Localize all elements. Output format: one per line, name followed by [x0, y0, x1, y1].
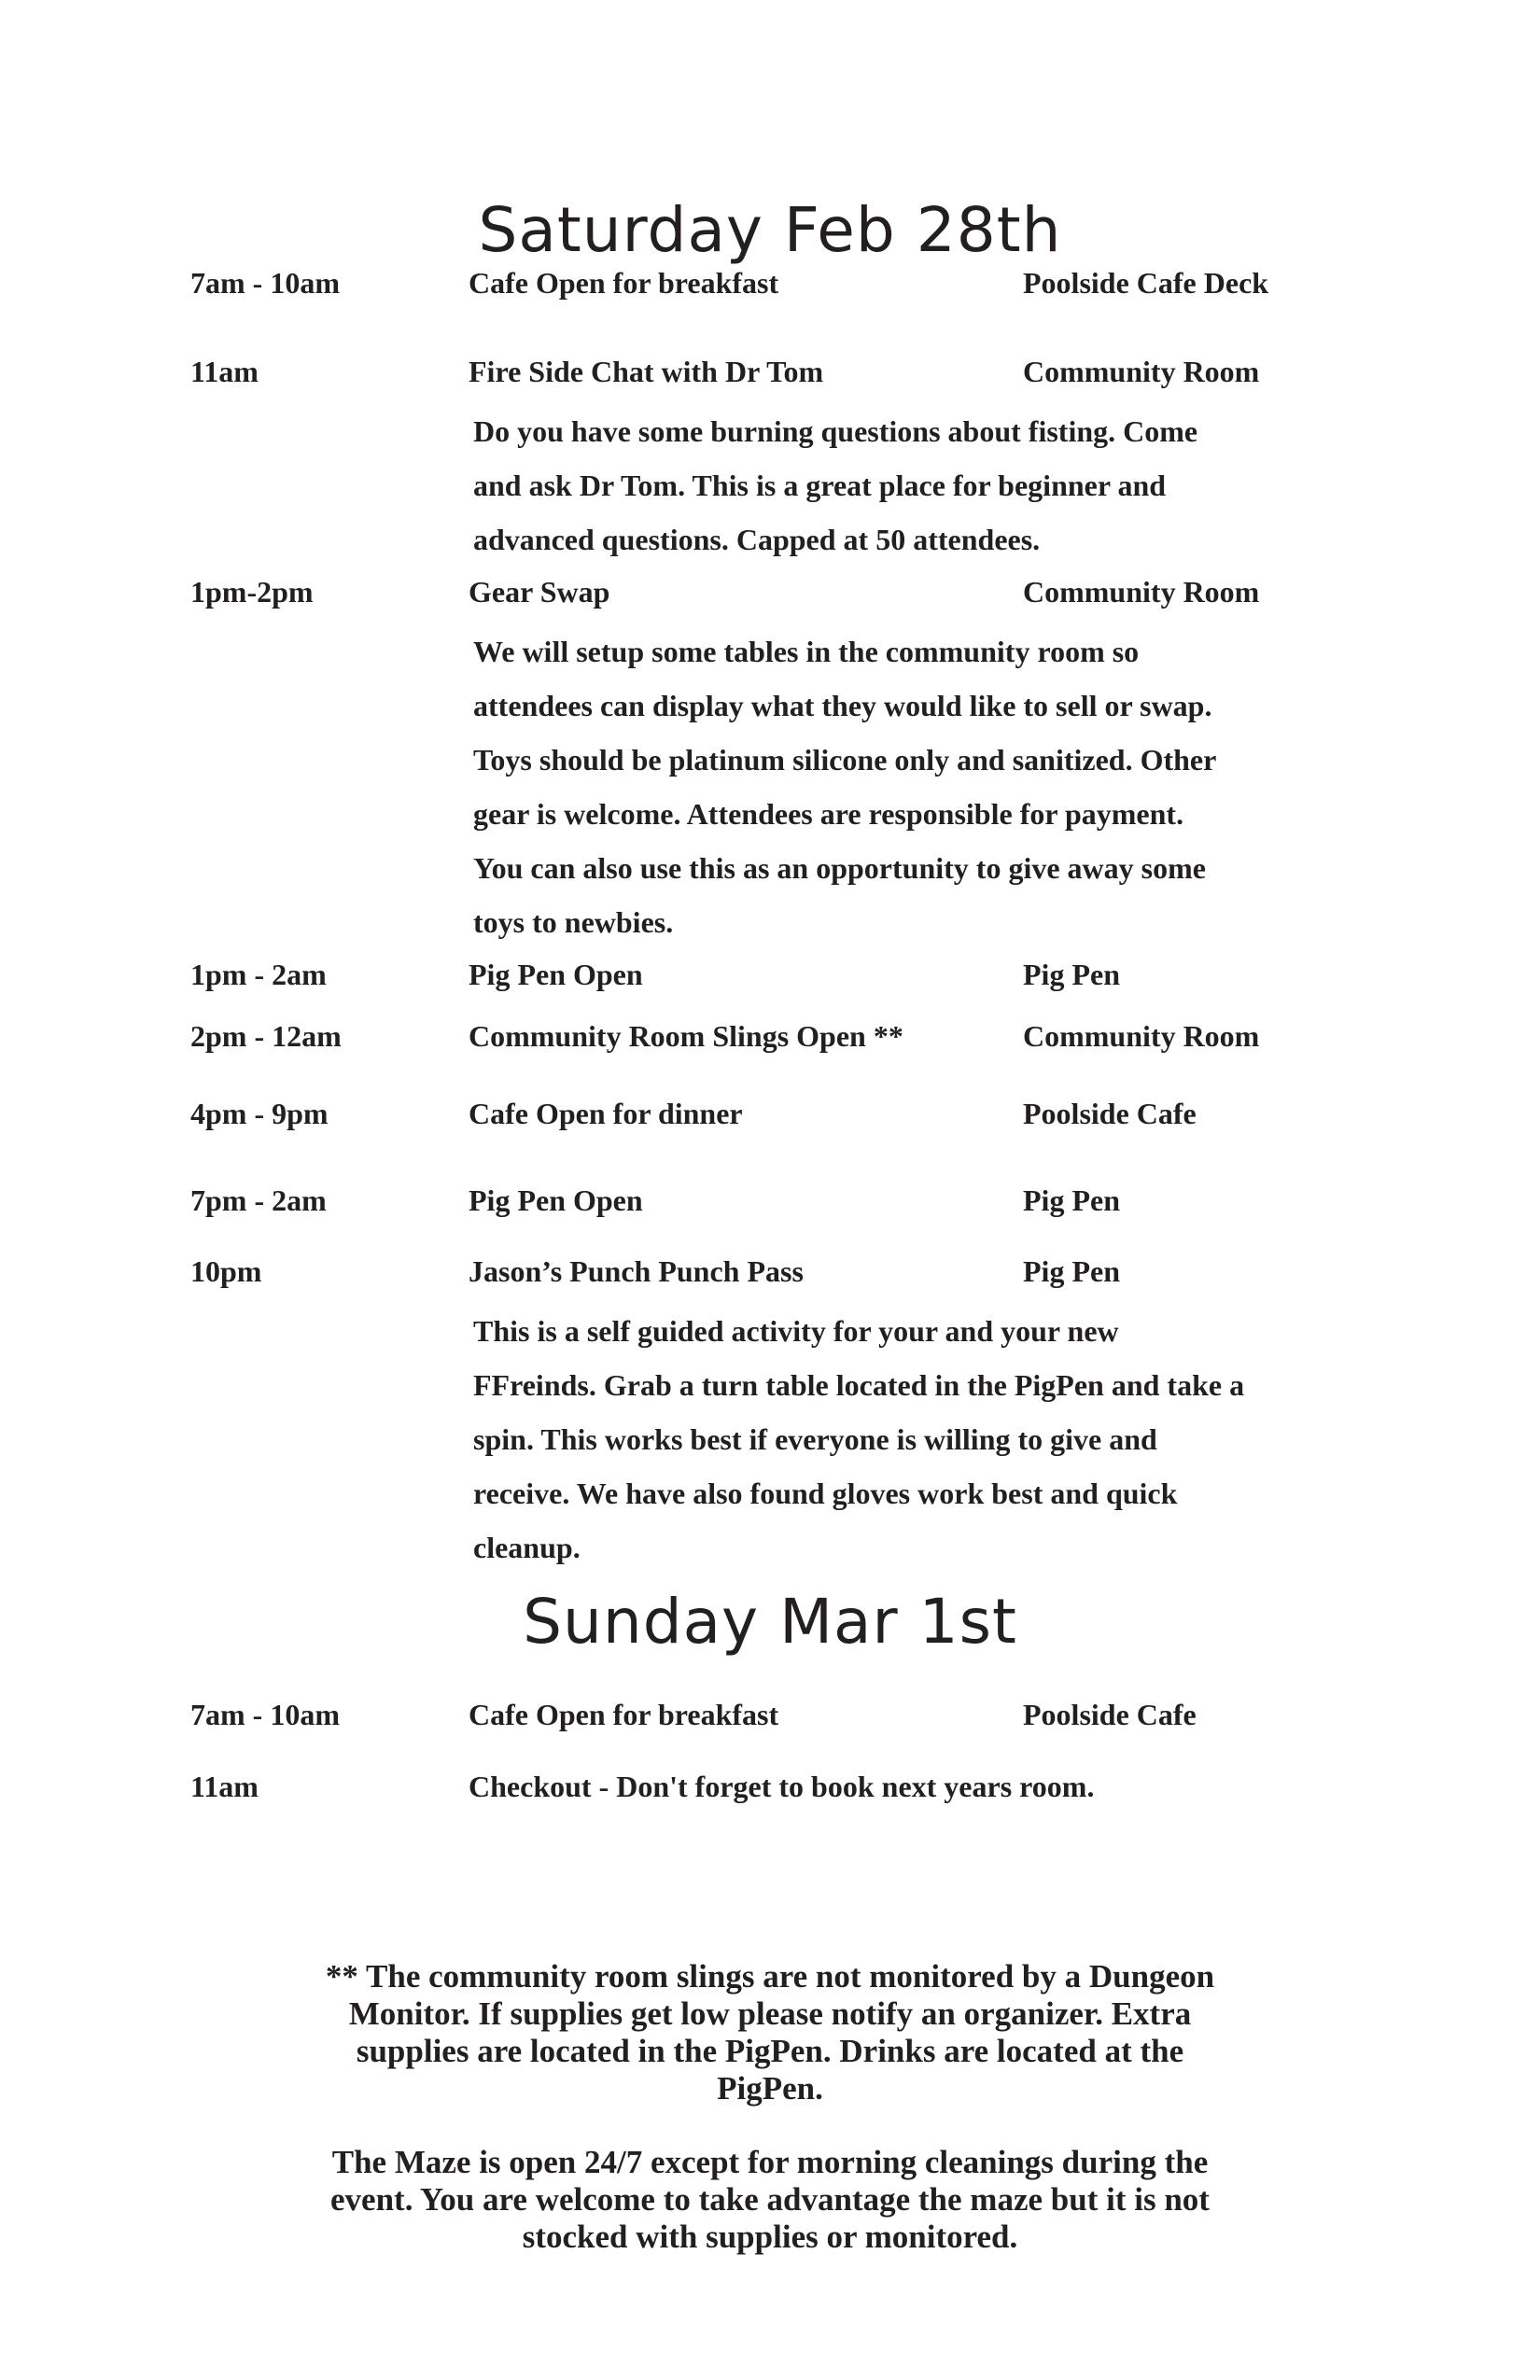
- row-location: Community Room: [1023, 1019, 1260, 1053]
- row-time: 11am: [190, 355, 259, 388]
- row-time: 4pm - 9pm: [190, 1097, 329, 1130]
- gear-swap-description: [473, 624, 1388, 949]
- row-location: Poolside Cafe: [1023, 1698, 1197, 1731]
- row-location: Poolside Cafe Deck: [1023, 266, 1269, 300]
- description-line: We will setup some tables in the community room so: [473, 635, 1140, 668]
- note-line: PigPen.: [717, 2070, 823, 2107]
- row-event: Cafe Open for breakfast: [469, 266, 779, 300]
- row-event: Community Room Slings Open **: [469, 1019, 903, 1053]
- slings-note: [210, 1958, 1330, 2107]
- row-location: Pig Pen: [1023, 1254, 1120, 1288]
- description-line: Do you have some burning questions about fisting. Come: [473, 414, 1198, 448]
- note-line: supplies are located in the PigPen. Drinks are located at the: [356, 2033, 1184, 2069]
- schedule-row: [0, 1095, 1540, 1132]
- row-time: 2pm - 12am: [190, 1019, 342, 1053]
- row-event: Gear Swap: [469, 575, 610, 609]
- description-line: You can also use this as an opportunity to give away some: [473, 851, 1206, 885]
- description-line: FFreinds. Grab a turn table located in the PigPen and take a: [473, 1368, 1245, 1402]
- description-line: spin. This works best if everyone is willing to give and: [473, 1422, 1157, 1456]
- schedule-row: [0, 1253, 1540, 1290]
- fireside-chat-description: [473, 404, 1388, 567]
- row-event: Pig Pen Open: [469, 1183, 643, 1217]
- note-line: event. You are welcome to take advantage the maze but it is not: [330, 2181, 1210, 2218]
- schedule-row: [0, 956, 1540, 993]
- note-line: stocked with supplies or monitored.: [522, 2219, 1018, 2255]
- description-line: advanced questions. Capped at 50 attendees.: [473, 523, 1041, 556]
- row-event: Cafe Open for breakfast: [469, 1698, 779, 1731]
- row-time: 11am: [190, 1770, 259, 1803]
- row-time: 1pm-2pm: [190, 575, 314, 609]
- row-location: Community Room: [1023, 575, 1260, 609]
- description-line: receive. We have also found gloves work best and quick: [473, 1477, 1178, 1510]
- row-time: 10pm: [190, 1254, 262, 1288]
- schedule-row: [0, 1696, 1540, 1733]
- row-time: 1pm - 2am: [190, 958, 327, 991]
- row-time: 7pm - 2am: [190, 1183, 327, 1217]
- row-location: Pig Pen: [1023, 1183, 1120, 1217]
- row-event: Pig Pen Open: [469, 958, 643, 991]
- description-line: This is a self guided activity for your and your new: [473, 1314, 1119, 1348]
- row-event: Jason’s Punch Punch Pass: [469, 1254, 804, 1288]
- row-time: 7am - 10am: [190, 266, 340, 300]
- description-line: cleanup.: [473, 1531, 581, 1564]
- sunday-heading: Sunday Mar 1st: [523, 1586, 1017, 1658]
- schedule-row: [0, 264, 1540, 301]
- schedule-row: [0, 573, 1540, 610]
- note-line: The Maze is open 24/7 except for morning cleanings during the: [331, 2144, 1209, 2180]
- row-location: Pig Pen: [1023, 958, 1120, 991]
- schedule-row: [0, 353, 1540, 390]
- note-line: Monitor. If supplies get low please notify an organizer. Extra: [348, 1995, 1192, 2032]
- description-line: attendees can display what they would like to sell or swap.: [473, 689, 1212, 722]
- schedule-row: [0, 1182, 1540, 1219]
- saturday-heading: Saturday Feb 28th: [478, 194, 1062, 266]
- maze-note: [210, 2144, 1330, 2256]
- row-event: Fire Side Chat with Dr Tom: [469, 355, 824, 388]
- description-line: gear is welcome. Attendees are responsible for payment.: [473, 797, 1184, 831]
- punch-pass-description: [473, 1304, 1388, 1575]
- schedule-row: [0, 1017, 1540, 1055]
- description-line: and ask Dr Tom. This is a great place for beginner and: [473, 469, 1167, 502]
- description-line: Toys should be platinum silicone only and sanitized. Other: [473, 743, 1217, 777]
- description-line: toys to newbies.: [473, 905, 674, 939]
- row-event: Checkout - Don't forget to book next years room.: [469, 1770, 1095, 1803]
- row-location: Poolside Cafe: [1023, 1097, 1197, 1130]
- row-location: Community Room: [1023, 355, 1260, 388]
- schedule-row: [0, 1768, 1540, 1805]
- note-line: ** The community room slings are not monitored by a Dungeon: [325, 1958, 1215, 1995]
- row-event: Cafe Open for dinner: [469, 1097, 743, 1130]
- row-time: 7am - 10am: [190, 1698, 340, 1731]
